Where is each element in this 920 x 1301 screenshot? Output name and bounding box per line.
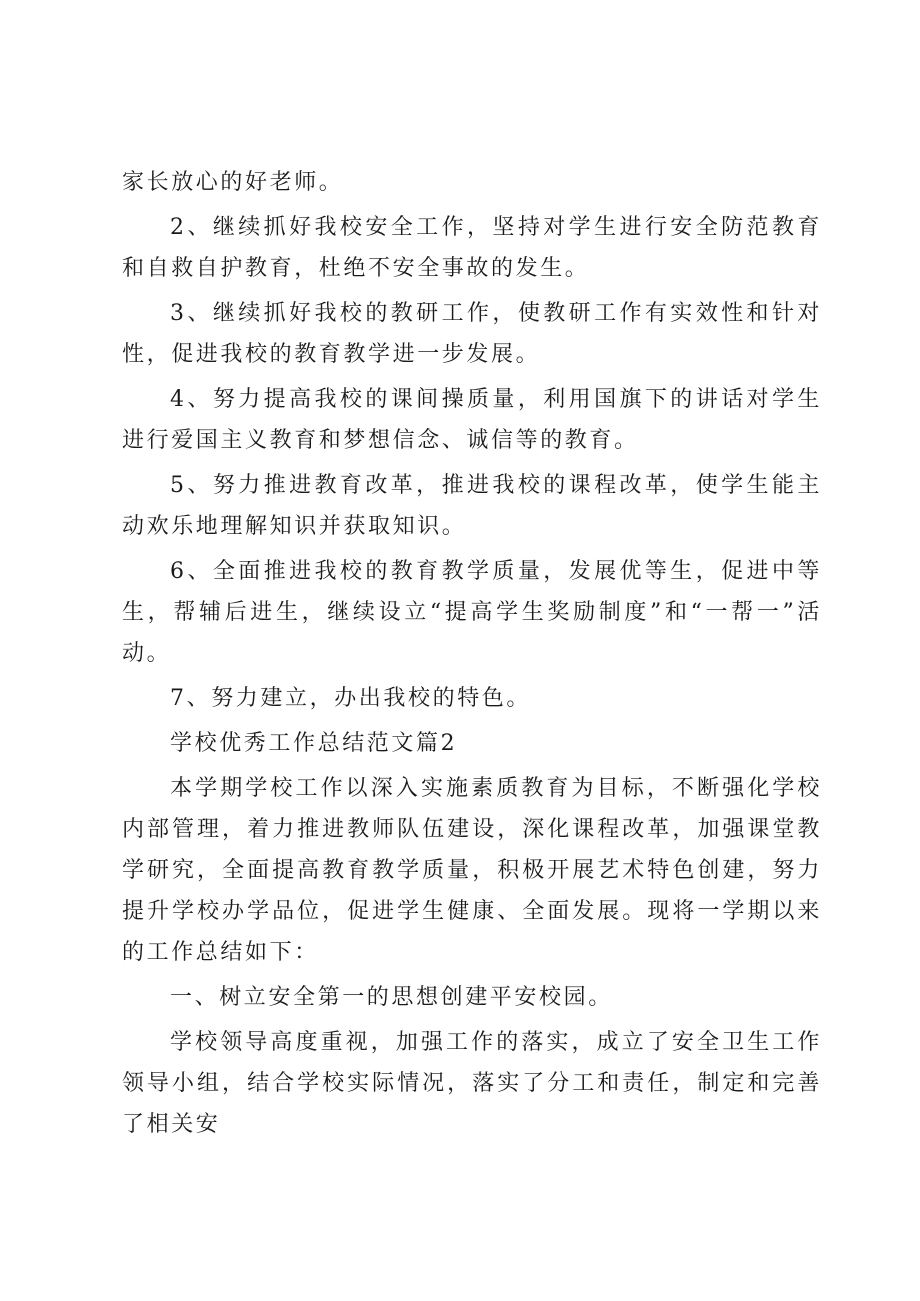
paragraph-safety: 学校领导高度重视，加强工作的落实，成立了安全卫生工作领导小组，结合学校实际情况，落实了分工和责任，制定和完善了相关安 [122,1030,822,1137]
paragraph-item-3: 3、继续抓好我校的教研工作，使教研工作有实效性和针对性，促进我校的教育教学进一步发展。 [122,301,822,367]
paragraph-item-6: 6、全面推进我校的教育教学质量，发展优等生，促进中等生，帮辅后进生，继续设立“提高学生奖励制度”和“一帮一”活动。 [122,559,822,666]
document-body [122,162,822,1149]
paragraph-continued: 家长放心的好老师。 [122,170,344,195]
paragraph-item-2: 2、继续抓好我校安全工作，坚持对学生进行安全防范教育和自救自护教育，杜绝不安全事故的发生。 [122,215,822,281]
paragraph-item-5: 5、努力推进教育改革，推进我校的课程改革，使学生能主动欢乐地理解知识并获取知识。 [122,473,822,539]
paragraph-intro: 本学期学校工作以深入实施素质教育为目标，不断强化学校内部管理，着力推进教师队伍建设，深化课程改革，加强课堂教学研究，全面提高教育教学质量，积极开展艺术特色创建，努力提升学校办学品位，促进学生健康、全面发展。现将一学期以来的工作总结如下： [122,776,822,965]
section-heading: 学校优秀工作总结范文篇2 [170,731,458,756]
paragraph-item-4: 4、努力提高我校的课间操质量，利用国旗下的讲话对学生进行爱国主义教育和梦想信念、诚信等的教育。 [122,387,822,453]
paragraph-subheading: 一、树立安全第一的思想创建平安校园。 [170,985,613,1010]
paragraph-item-7: 7、努力建立，办出我校的特色。 [170,686,531,711]
